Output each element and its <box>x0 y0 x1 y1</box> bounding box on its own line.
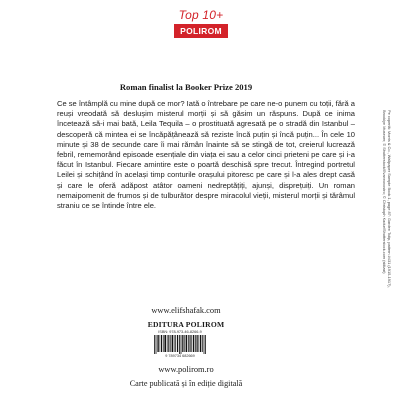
barcode-icon <box>152 335 208 354</box>
digital-edition-note: Carte publicată și în ediție digitală <box>129 379 243 388</box>
top-10-label: Top 10+ <box>178 8 224 22</box>
barcode-digits: 9 789734 682669 <box>165 354 195 358</box>
publisher-name: EDITURA POLIROM <box>147 320 225 329</box>
polirom-badge: POLIROM <box>174 24 228 38</box>
isbn-barcode-block <box>152 330 208 358</box>
back-cover-blurb <box>57 99 355 211</box>
publisher-logo <box>174 8 228 38</box>
author-website[interactable]: www.elifshafak.com <box>151 306 221 315</box>
isbn-label: ISBN: 978-973-46-8266-9 <box>158 330 202 334</box>
booker-headline: Roman finalist la Booker Prize 2019 <box>119 82 253 92</box>
credit-line: Brooklyn Museum; © Shutterstock/Evannovostro; © Christoph Kadur/Shutterstock.com (stilizat) <box>381 110 387 274</box>
publisher-website[interactable]: www.polirom.ro <box>158 365 214 374</box>
blurb-paragraph: Ce se întâmplă cu mine după ce mor? Iată o întrebare pe care ne-o punem cu toții, fără a reuși vreodată să deslușim misterul morții și să găsim un răspuns. După ce inima încetează să-i mai bată, Leila Tequila – o prostituată agresată pe o stradă din Istanbul – descoperă că mintea ei se încăpățânează să reziste încă puțin și încă puțin... În cele 10 minute și 38 de secunde care îi mai rămân înainte să se stingă de tot, creierul lucrează febril, rememorând episoade esențiale din viața ei sau a celor cinci prieteni pe care și i-a făcut în Istanbul. Fiecare amintire este o poartă deschisă spre trecut. Întregind portretul Leilei și schițând în același timp conturile orașului pitoresc pe care și l-a ales drept casă și care le oferă adăpost atâtor oameni nedreptățiți, ajunși, disprețuiți. Un roman nemaipomenit de frumos și de tulburător despre miracolul vieții, misterul morții și tărâmul straniu ce se întinde între ele. <box>57 99 355 211</box>
credit-line: Pe copertă: Morris & Co., Wallpaper Sample Book 1, page 87: Garden Tulip, pattern #431 (1915-1917), <box>387 110 392 288</box>
cover-credits <box>364 110 392 380</box>
